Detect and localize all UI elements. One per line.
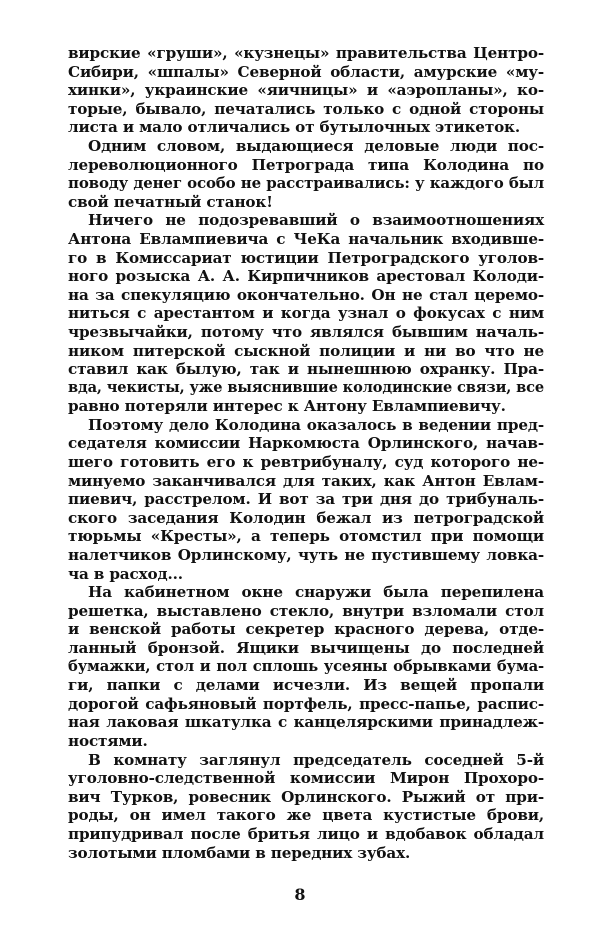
text-line: золотыми пломбами в передних зубах. [68, 843, 411, 862]
text-line: ниться с арестантом и когда узнал о фокусах с ним [68, 304, 544, 323]
text-line: тюрьмы «Кресты», а теперь отомстил при помощи [68, 527, 544, 546]
paragraph [68, 137, 544, 211]
text-line: минуемо заканчивался для таких, как Антон Евлам- [68, 471, 544, 490]
text-line: вирские «груши», «кузнецы» правительства Центро- [68, 44, 544, 62]
paragraph [68, 211, 544, 416]
text-line: Антона Евлампиевича с ЧеКа начальник входивше- [68, 229, 544, 248]
text-line: на за спекуляцию окончательно. Он не стал церемо- [68, 285, 544, 304]
text-line: Ничего не подозревавший о взаимоотношениях [88, 211, 544, 230]
text-line: бумажки, стол и пол сплошь усеяны обрывками бума- [68, 657, 544, 675]
paragraph [68, 416, 544, 583]
text-line: ланный бронзой. Ящики вычищены до последней [68, 639, 544, 657]
text-line: седателя комиссии Наркомюста Орлинского, начав- [68, 434, 544, 453]
text-line: шего готовить его к ревтрибуналу, суд которого не- [68, 453, 544, 472]
body-text [68, 44, 544, 862]
text-line: ного розыска А. А. Кирпичников арестовал Колоди- [68, 267, 544, 286]
paragraph [68, 583, 544, 750]
text-line: го в Комиссариат юстиции Петроградского уголов- [68, 248, 544, 267]
page-number: 8 [294, 885, 306, 904]
text-line: ностями. [68, 731, 148, 750]
text-line: лереволюционного Петрограда типа Колодина по [68, 155, 544, 174]
text-line: налетчиков Орлинскому, чуть не пустившему ловка- [68, 546, 544, 565]
paragraph [68, 751, 544, 863]
text-line: На кабинетном окне снаружи была перепилена [88, 583, 544, 602]
text-line: ником питерской сыскной полиции и ни во что не [68, 341, 544, 360]
text-line: ча в расход... [68, 564, 183, 583]
text-line: листа и мало отличались от бутылочных этикеток. [68, 118, 521, 137]
text-line: торые, бывало, печатались только с одной стороны [68, 99, 544, 118]
text-line: вда, чекисты, уже выяснившие колодинские связи, все [68, 378, 544, 396]
text-line: Одним словом, выдающиеся деловые люди пос- [88, 136, 544, 155]
text-line: ная лаковая шкатулка с канцелярскими принадлеж- [68, 713, 544, 732]
text-line: роды, он имел такого же цвета кустистые брови, [68, 806, 544, 825]
text-line: ского заседания Колодин бежал из петроградской [68, 508, 544, 527]
paragraph [68, 44, 544, 137]
text-line: дорогой сафьяновый портфель, пресс-папье, распис- [68, 694, 544, 713]
text-line: пиевич, расстрелом. И вот за три дня до трибуналь- [68, 490, 544, 509]
text-line: В комнату заглянул председатель соседней 5-й [88, 750, 544, 769]
text-line: поводу денег особо не расстраивались: у каждого был [68, 174, 544, 193]
text-line: решетка, выставлено стекло, внутри взломали стол [68, 601, 544, 620]
text-line: вич Турков, ровесник Орлинского. Рыжий от при- [68, 787, 544, 806]
text-line: Поэтому дело Колодина оказалось в ведении пред- [88, 415, 544, 434]
text-line: ги, папки с делами исчезли. Из вещей пропали [68, 676, 544, 695]
text-line: и венской работы секретер красного дерева, отде- [68, 620, 544, 639]
text-line: чрезвычайки, потому что являлся бывшим началь- [68, 322, 544, 341]
text-line: уголовно-следственной комиссии Мирон Прохоро- [68, 769, 544, 788]
text-line: хинки», украинские «яичницы» и «аэропланы», ко- [68, 81, 544, 100]
text-line: свой печатный станок! [68, 192, 273, 211]
text-line: ставил как былую, так и нынешнюю охранку. Пра- [68, 360, 544, 379]
text-line: Сибири, «шпалы» Северной области, амурские «му- [68, 62, 544, 81]
text-line: припудривал после бритья лицо и вдобавок обладал [68, 824, 544, 843]
text-line: равно потеряли интерес к Антону Евлампиевичу. [68, 397, 506, 416]
